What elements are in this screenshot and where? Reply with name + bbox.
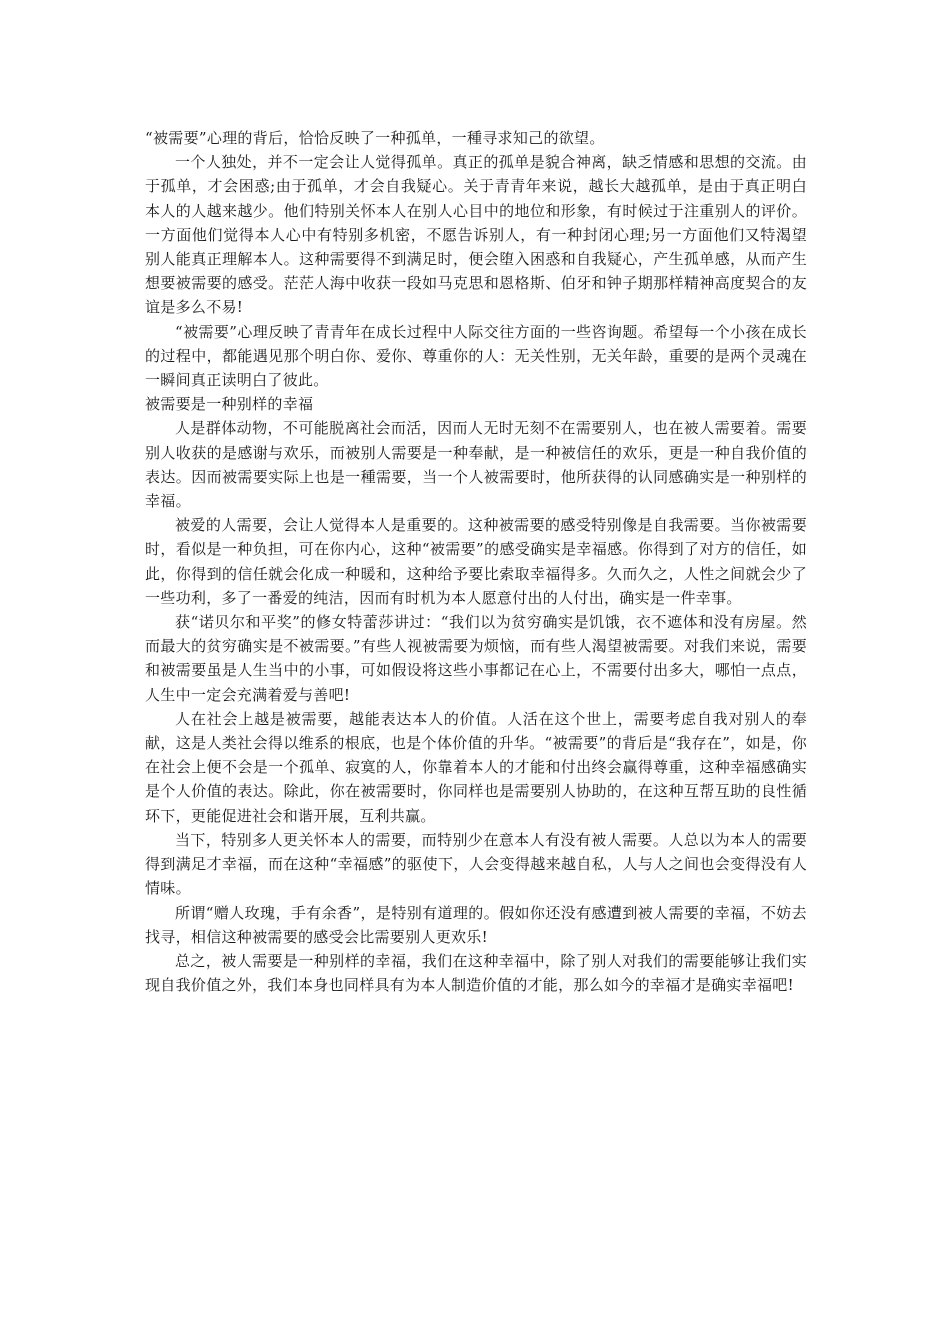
paragraph: 被爱的人需要，会让人觉得本人是重要的。这种被需要的感受特别像是自我需要。当你被需要时，看似是一种负担，可在你内心，这种“被需要”的感受确实是幸福感。你得到了对方的信任，如此，你得到的信任就会化成一种暖和，这种给予要比索取幸福得多。久而久之，人性之间就会少了一些功利，多了一番爱的纯洁，因而有时机为本人愿意付出的人付出，确实是一件幸事。: [145, 516, 807, 607]
paragraph: 所谓“赠人玫瑰，手有余香”，是特别有道理的。假如你还没有感遭到被人需要的幸福，不妨去找寻，相信这种被需要的感受会比需要别人更欢乐!: [145, 903, 807, 946]
article-body: [145, 126, 807, 997]
paragraph: 总之，被人需要是一种别样的幸福，我们在这种幸福中，除了别人对我们的需要能够让我们实现自我价值之外，我们本身也同样具有为本人制造价值的才能，那么如今的幸福才是确实幸福吧!: [145, 951, 807, 995]
paragraph: 人是群体动物，不可能脱离社会而活，因而人无时无刻不在需要别人，也在被人需要着。需要别人收获的是感谢与欢乐，而被别人需要是一种奉献，是一种被信任的欢乐，更是一种自我价值的表达。因而被需要实际上也是一種需要，当一个人被需要时，他所获得的认同感确实是一种别样的幸福。: [145, 419, 807, 511]
paragraph: 获“诺贝尔和平奖”的修女特蕾莎讲过：“我们以为贫穷确实是饥饿，衣不遮体和没有房屋。然而最大的贫穷确实是不被需要。”有些人视被需要为烦恼，而有些人渴望被需要。对我们来说，需要和被需要虽是人生当中的小事，可如假设将这些小事都记在心上，不需要付出多大，哪怕一点点，人生中一定会充满着爱与善吧!: [145, 613, 807, 704]
section-heading: 被需要是一种别样的幸福: [145, 395, 314, 414]
paragraph: 人在社会上越是被需要，越能表达本人的价值。人活在这个世上，需要考虑自我对别人的奉献，这是人类社会得以维系的根底，也是个体价值的升华。“被需要”的背后是“我存在”，如是，你在社会上便不会是一个孤单、寂寞的人，你靠着本人的才能和付出终会赢得尊重，这种幸福感确实是个人价值的表达。除此，你在被需要时，你同样也是需要别人协助的，在这种互帮互助的良性循环下，更能促进社会和谐开展，互利共赢。: [145, 709, 807, 825]
paragraph: 一个人独处，并不一定会让人觉得孤单。真正的孤单是貌合神离，缺乏情感和思想的交流。由于孤单，才会困惑;由于孤单，才会自我疑心。关于青青年来说，越长大越孤单，是由于真正明白本人的人越来越少。他们特别关怀本人在别人心目中的地位和形象，有时候过于注重别人的评价。一方面他们觉得本人心中有特别多机密，不愿告诉别人，有一种封闭心理;另一方面他们又特渴望别人能真正理解本人。这种需要得不到满足时，便会堕入困惑和自我疑心，产生孤单感，从而产生想要被需要的感受。茫茫人海中收获一段如马克思和恩格斯、伯牙和钟子期那样精神高度契合的友谊是多么不易!: [145, 153, 807, 317]
paragraph: “被需要”心理反映了青青年在成长过程中人际交往方面的一些咨询题。希望每一个小孩在成长的过程中，都能遇见那个明白你、爱你、尊重你的人：无关性别，无关年龄，重要的是两个灵魂在一瞬间真正读明白了彼此。: [145, 322, 807, 390]
paragraph-continued: “被需要”心理的背后，恰恰反映了一种孤单，一種寻求知己的欲望。: [145, 129, 605, 147]
paragraph: 当下，特别多人更关怀本人的需要，而特别少在意本人有没有被人需要。人总以为本人的需要得到满足才幸福，而在这种“幸福感”的驱使下，人会变得越来越自私，人与人之间也会变得没有人情味。: [145, 830, 807, 898]
